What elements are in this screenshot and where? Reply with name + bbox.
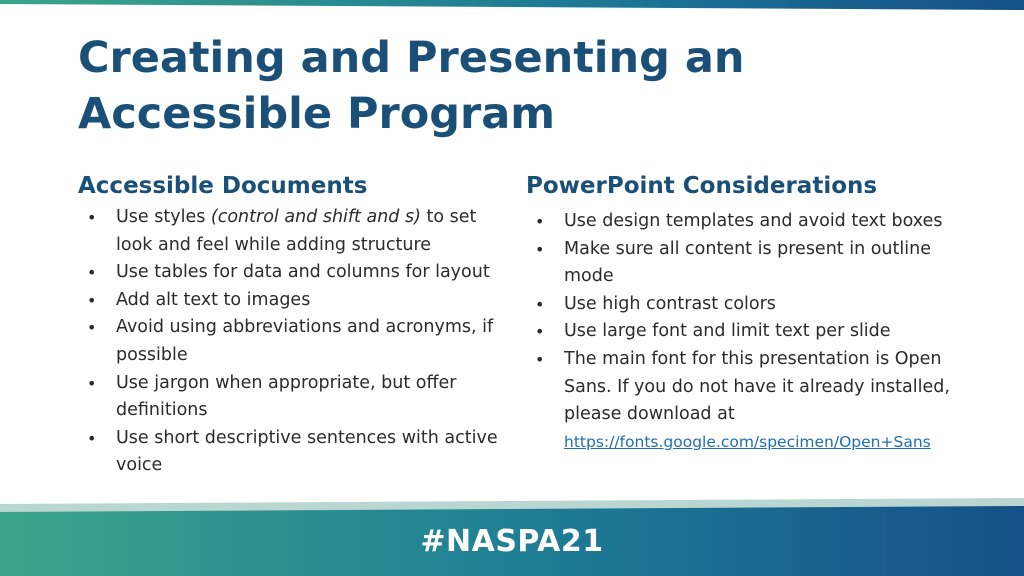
naspa21-hashtag: #NASPA21 [420,524,604,559]
list-item [526,291,966,319]
bullet-icon: • [87,208,97,227]
open-sans-download-link[interactable]: https://fonts.google.com/specimen/Open+Sans [564,432,931,451]
accessible-documents-heading: Accessible Documents [78,173,368,199]
bullet-icon: • [87,290,97,310]
list-item [78,204,508,259]
list-item-text: Use short descriptive sentences with active voice [116,427,498,476]
list-item [526,236,966,291]
bullet-icon: • [535,294,545,314]
list-item-text: Avoid using abbreviations and acronyms, if possible [116,317,494,365]
list-item-text: Use tables for data and columns for layout [116,262,490,283]
accessible-documents-list [78,204,508,480]
bullet-icon: • [535,239,545,259]
bullet-icon: • [535,322,545,342]
bullet-icon: • [87,428,97,448]
list-item-text: Add alt text to images [116,289,311,310]
list-item-text: The main font for this presentation is Open Sans. If you do not have it already installed, please download at [564,348,950,425]
bullet-icon: • [535,349,545,369]
slide-title: Creating and Presenting an Accessible Program [78,33,745,139]
list-item-text: Use large font and limit text per slide [564,321,891,342]
list-item [78,425,508,480]
accessible-documents-column [78,170,508,480]
powerpoint-considerations-heading: PowerPoint Considerations [526,173,878,199]
list-item [526,318,966,346]
bullet-icon: • [87,373,97,393]
bullet-icon: • [87,318,97,338]
list-item [78,287,508,315]
list-item [526,208,966,236]
list-item-text: Make sure all content is present in outline mode [564,238,931,287]
bullet-icon: • [87,263,97,283]
list-item-text: Use jargon when appropriate, but offer definitions [116,372,457,421]
list-item-text: Use high contrast colors [564,293,776,314]
list-item-text: Use styles [116,207,211,227]
list-item [78,259,508,287]
top-decorative-band [0,0,1024,18]
list-item [526,346,966,456]
list-item-text: Use design templates and avoid text boxes [564,211,943,231]
powerpoint-considerations-list [526,208,966,456]
keyboard-shortcut-text: (control and shift and s) [210,207,421,227]
list-item [78,370,508,425]
list-item-text: to set look and feel while adding structure [116,207,477,255]
powerpoint-considerations-column [526,170,966,456]
list-item [78,314,508,369]
bullet-icon: • [535,212,545,231]
